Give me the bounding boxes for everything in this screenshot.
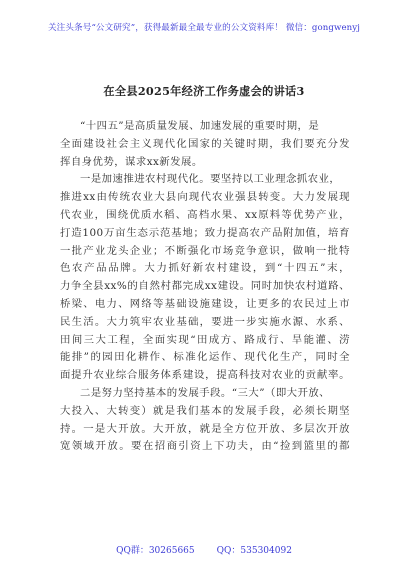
document-title: 在全县2025年经济工作务虚会的讲话3 xyxy=(103,84,305,98)
paragraph-line: 面提升农业综合服务体系建设，提高科技对农业的贡献率。 xyxy=(60,369,350,382)
paragraph-line: 挥自身优势，谋求xx新发展。 xyxy=(60,155,203,168)
footer-contact xyxy=(0,545,408,557)
paragraph-line: 力争全县xx%的自然村都完成xx建设。同时加快农村道路、 xyxy=(60,280,350,293)
footer-qq: QQ：535304092 xyxy=(216,546,292,556)
paragraph-line: 一批产业龙头企业；不断强化市场竞争意识，做响一批特 xyxy=(60,244,350,257)
paragraph-line: 打造100万亩生态示范基地；致力提高农产品附加值，培育 xyxy=(60,226,350,239)
paragraph-line: 宽领域开放。要在招商引资上下功夫，由“捡到篮里的都 xyxy=(60,440,350,453)
paragraph-line: 田间三大工程，全面实现“田成方、路成行、旱能灌、涝 xyxy=(60,333,350,346)
footer-qq-group: QQ群：30265665 xyxy=(116,546,195,556)
paragraph-line: 二是努力坚持基本的发展手段。“三大”（即大开放、 xyxy=(80,386,331,399)
paragraph-line: 色农产品品牌。大力抓好新农村建设，到“十四五”末， xyxy=(60,262,350,275)
document-body xyxy=(60,118,350,456)
paragraph-line: 推进xx由传统农业大县向现代农业强县转变。大力发展现 xyxy=(60,191,350,204)
paragraph-line: 持。一是大开放。大开放，就是全方位开放、多层次开放 xyxy=(60,422,350,435)
paragraph-line: “十四五”是高质量发展、加速发展的重要时期，是 xyxy=(80,120,320,132)
paragraph-line: 一是加速推进农村现代化。要坚持以工业理念抓农业， xyxy=(80,173,341,186)
paragraph-line: 民生活。大力筑牢农业基础，要进一步实施水源、水系、 xyxy=(60,315,350,328)
header-banner: 关注头条号“公文研究”，获得最新最全最专业的公文资料库！ 微信：gongwenyj xyxy=(47,23,361,33)
paragraph-line: 大投入、大转变）就是我们基本的发展手段，必须长期坚 xyxy=(60,404,350,417)
paragraph-line: 代农业，围绕优质水稻、高档水果、xx原料等优势产业， xyxy=(60,208,350,221)
paragraph-line: 全面建设社会主义现代化国家的关键时期，我们要充分发 xyxy=(60,137,350,150)
paragraph-line: 桥梁、电力、网络等基础设施建设，让更多的农民过上市 xyxy=(60,297,350,310)
paragraph-line: 能排”的园田化耕作、标准化运作、现代化生产，同时全 xyxy=(60,351,350,364)
